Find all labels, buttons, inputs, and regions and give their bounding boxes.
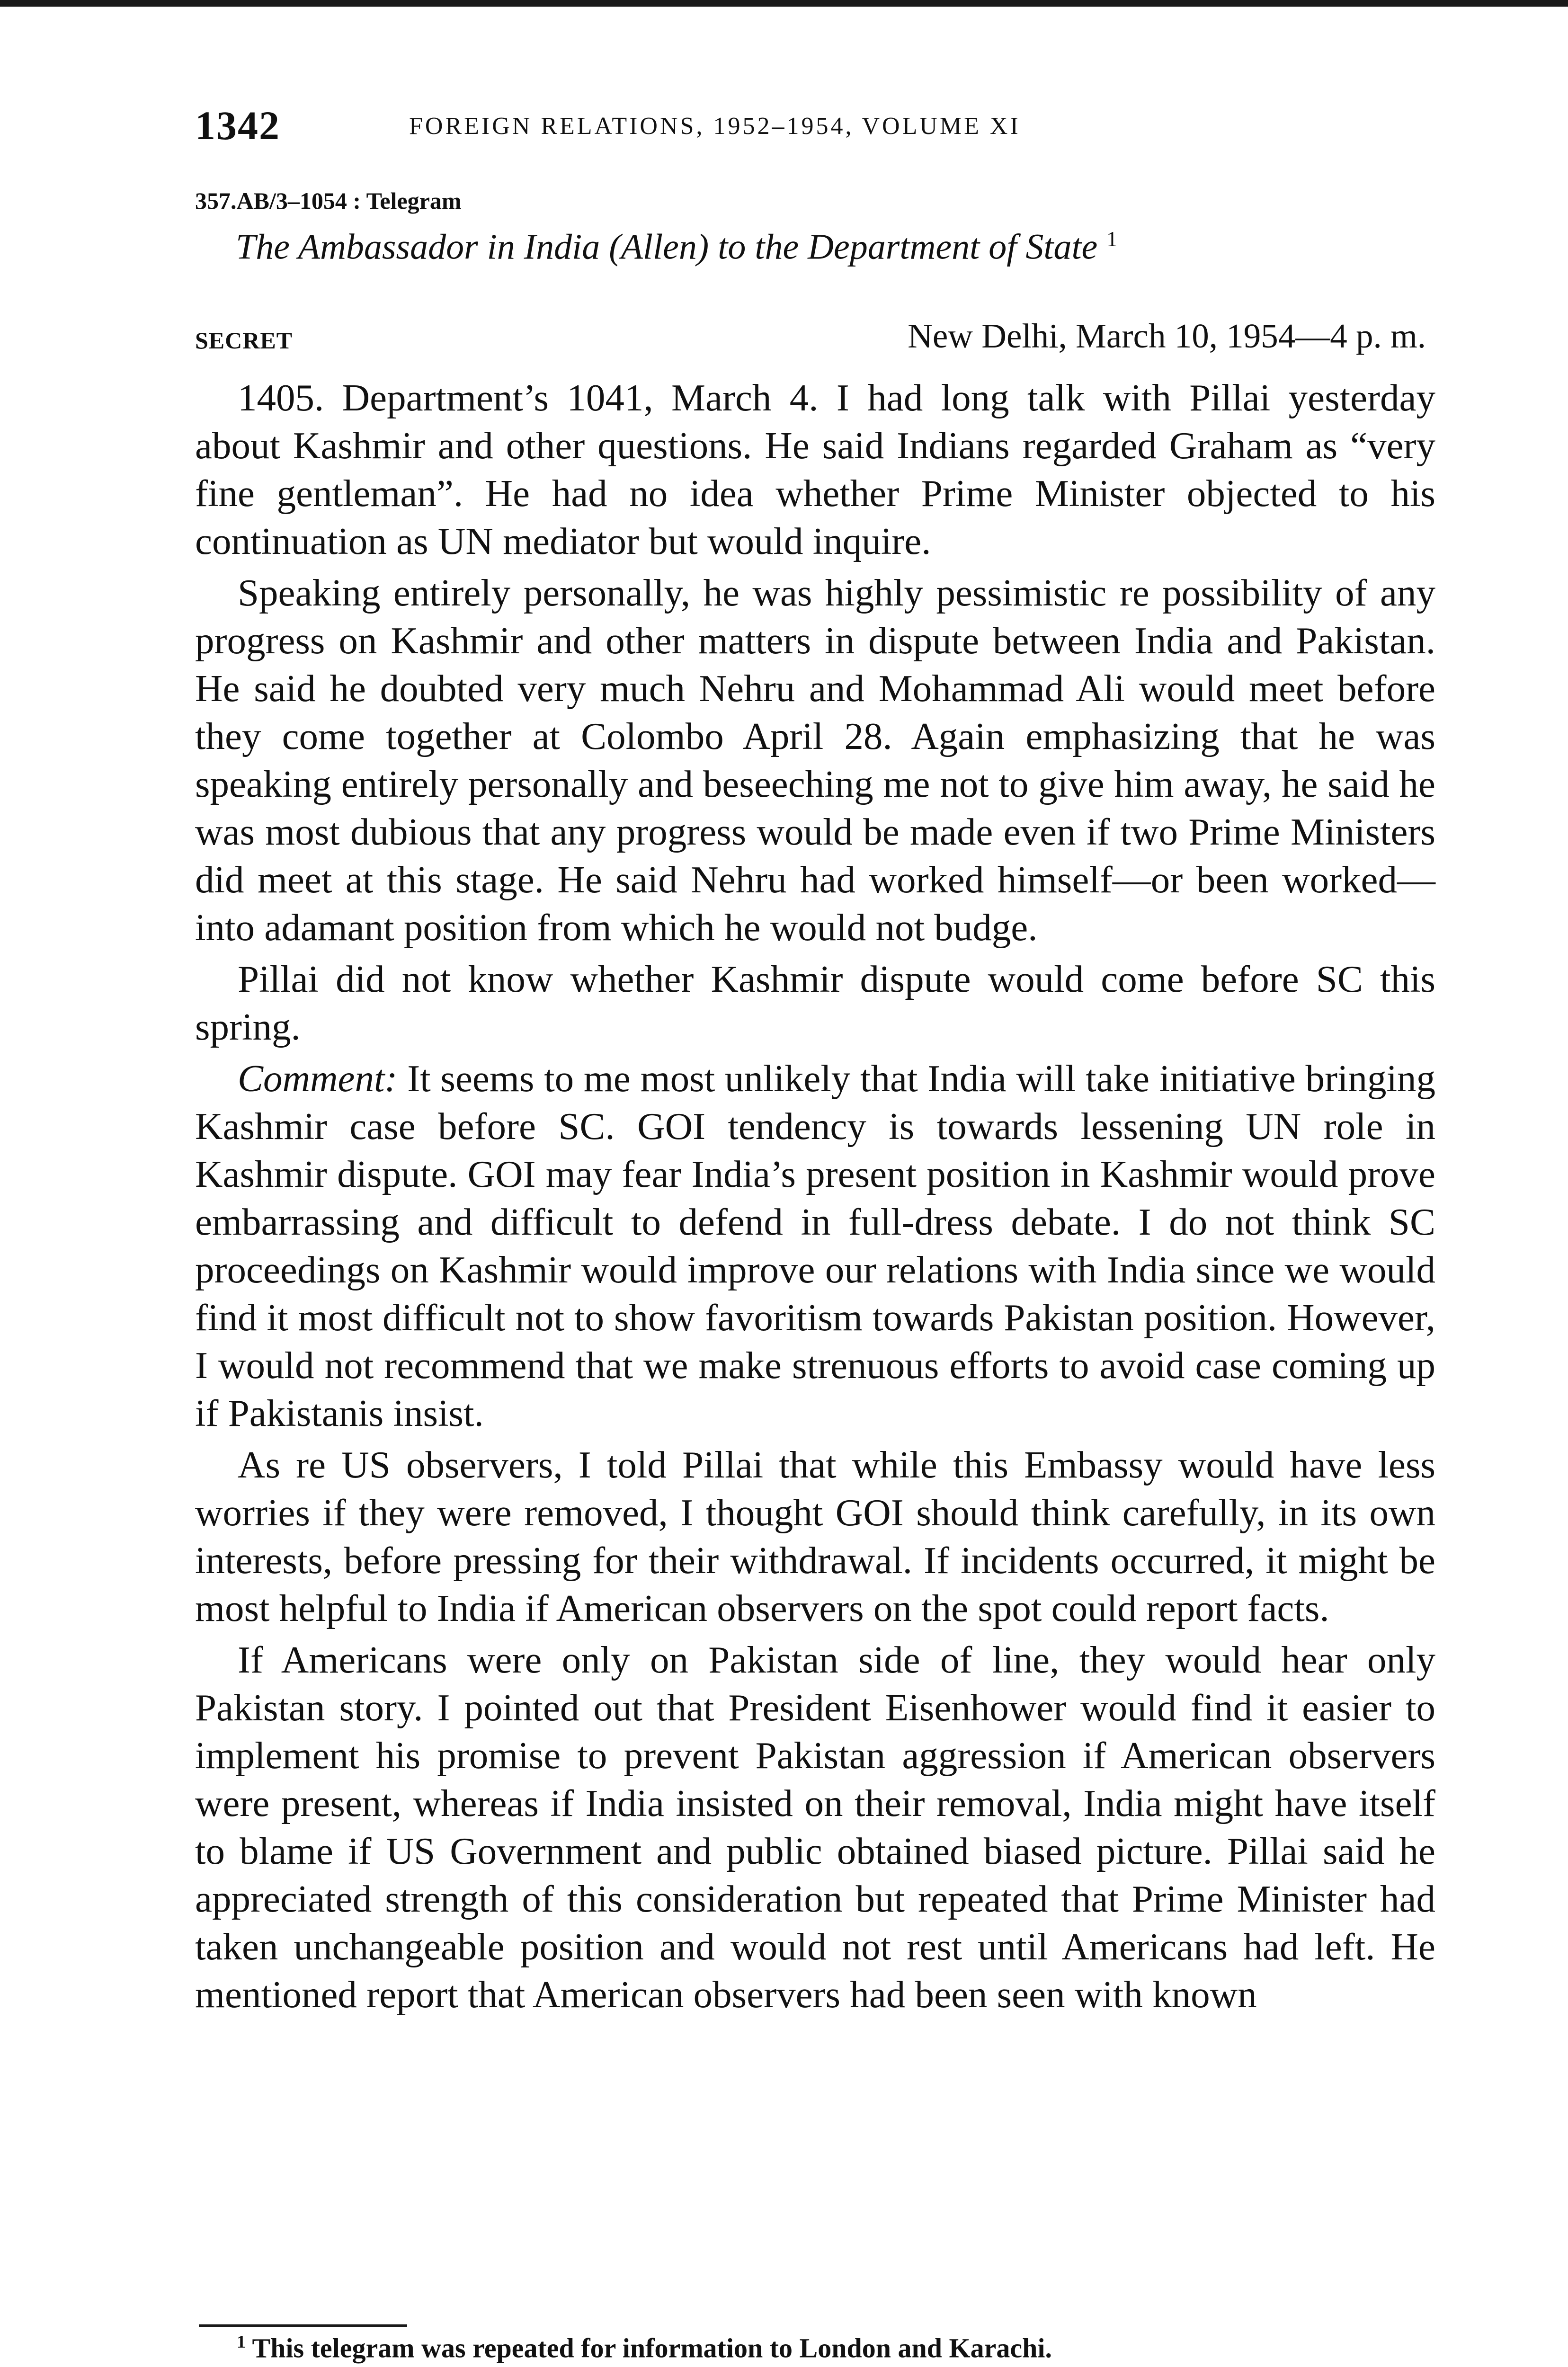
page-number: 1342 — [195, 103, 280, 148]
dateline: New Delhi, March 10, 1954—4 p. m. — [908, 317, 1426, 355]
telegram-body — [195, 374, 1435, 2019]
footnote-divider — [199, 2324, 407, 2327]
body-paragraph-3: Pillai did not know whether Kashmir dispute would come before SC this spring. — [195, 958, 1435, 1048]
document-title-text: The Ambassador in India (Allen) to the Department of State — [236, 227, 1098, 267]
document-reference: 357.AB/3–1054 : Telegram — [195, 187, 462, 214]
top-edge-rule — [0, 0, 1568, 7]
comment-paragraph — [195, 1055, 1435, 1437]
footnote-text: This telegram was repeated for information to London and Karachi. — [252, 2332, 1052, 2364]
footnote — [237, 2331, 1052, 2364]
body-paragraph-1: 1405. Department’s 1041, March 4. I had long talk with Pillai yesterday about Kashmir and other questions. He said Indians regarded Graham as “very fine gentleman”. He had no idea whether Prime Minister objected to his continuation as UN mediator but would inquire. — [195, 376, 1435, 562]
body-paragraph-2: Speaking entirely personally, he was highly pessimistic re possibility of any progress on Kashmir and other matters in dispute between India and Pakistan. He said he doubted very much Nehru and Mohammad Ali would meet before they come together at Colombo April 28. Again emphasizing that he was speaking entirely personally and beseeching me not to give him away, he said he was most dubious that any progress would be made even if two Prime Ministers did meet at this stage. He said Nehru had worked himself—or been worked—into adamant position from which he would not budge. — [195, 571, 1435, 949]
document-title — [236, 226, 1467, 267]
comment-label: Comment: — [238, 1057, 398, 1100]
running-head: FOREIGN RELATIONS, 1952–1954, VOLUME XI — [409, 113, 1021, 140]
comment-text: It seems to me most unlikely that India will take initiative bringing Kashmir case before SC. GOI tendency is towards lessening UN role in Kashmir dispute. GOI may fear India’s present position in Kashmir would prove embarrassing and difficult to defend in full-dress debate. I do not think SC proceedings on Kashmir would improve our relations with India since we would find it most difficult not to show favoritism towards Pakistan position. However, I would not recommend that we make strenuous efforts to avoid case coming up if Pakistanis insist. — [195, 1057, 1435, 1434]
body-paragraph-5: As re US observers, I told Pillai that while this Embassy would have less worries if they were removed, I thought GOI should think carefully, in its own interests, before pressing for their withdrawal. If incidents occurred, it might be most helpful to India if American observers on the spot could report facts. — [195, 1443, 1435, 1629]
footnote-marker: 1 — [237, 2332, 246, 2352]
classification-label: SECRET — [195, 327, 293, 354]
title-footnote-marker: 1 — [1106, 227, 1118, 251]
page-header — [195, 102, 1473, 154]
body-paragraph-6: If Americans were only on Pakistan side of line, they would hear only Pakistan story. I pointed out that President Eisenhower would find it easier to implement his promise to prevent Pakistan aggression if American observers were present, whereas if India insisted on their removal, India might have itself to blame if US Government and public obtained biased picture. Pillai said he appreciated strength of this consideration but repeated that Prime Minister had taken unchangeable position and would not rest until Americans had left. He mentioned report that American observers had been seen with known — [195, 1638, 1435, 2016]
